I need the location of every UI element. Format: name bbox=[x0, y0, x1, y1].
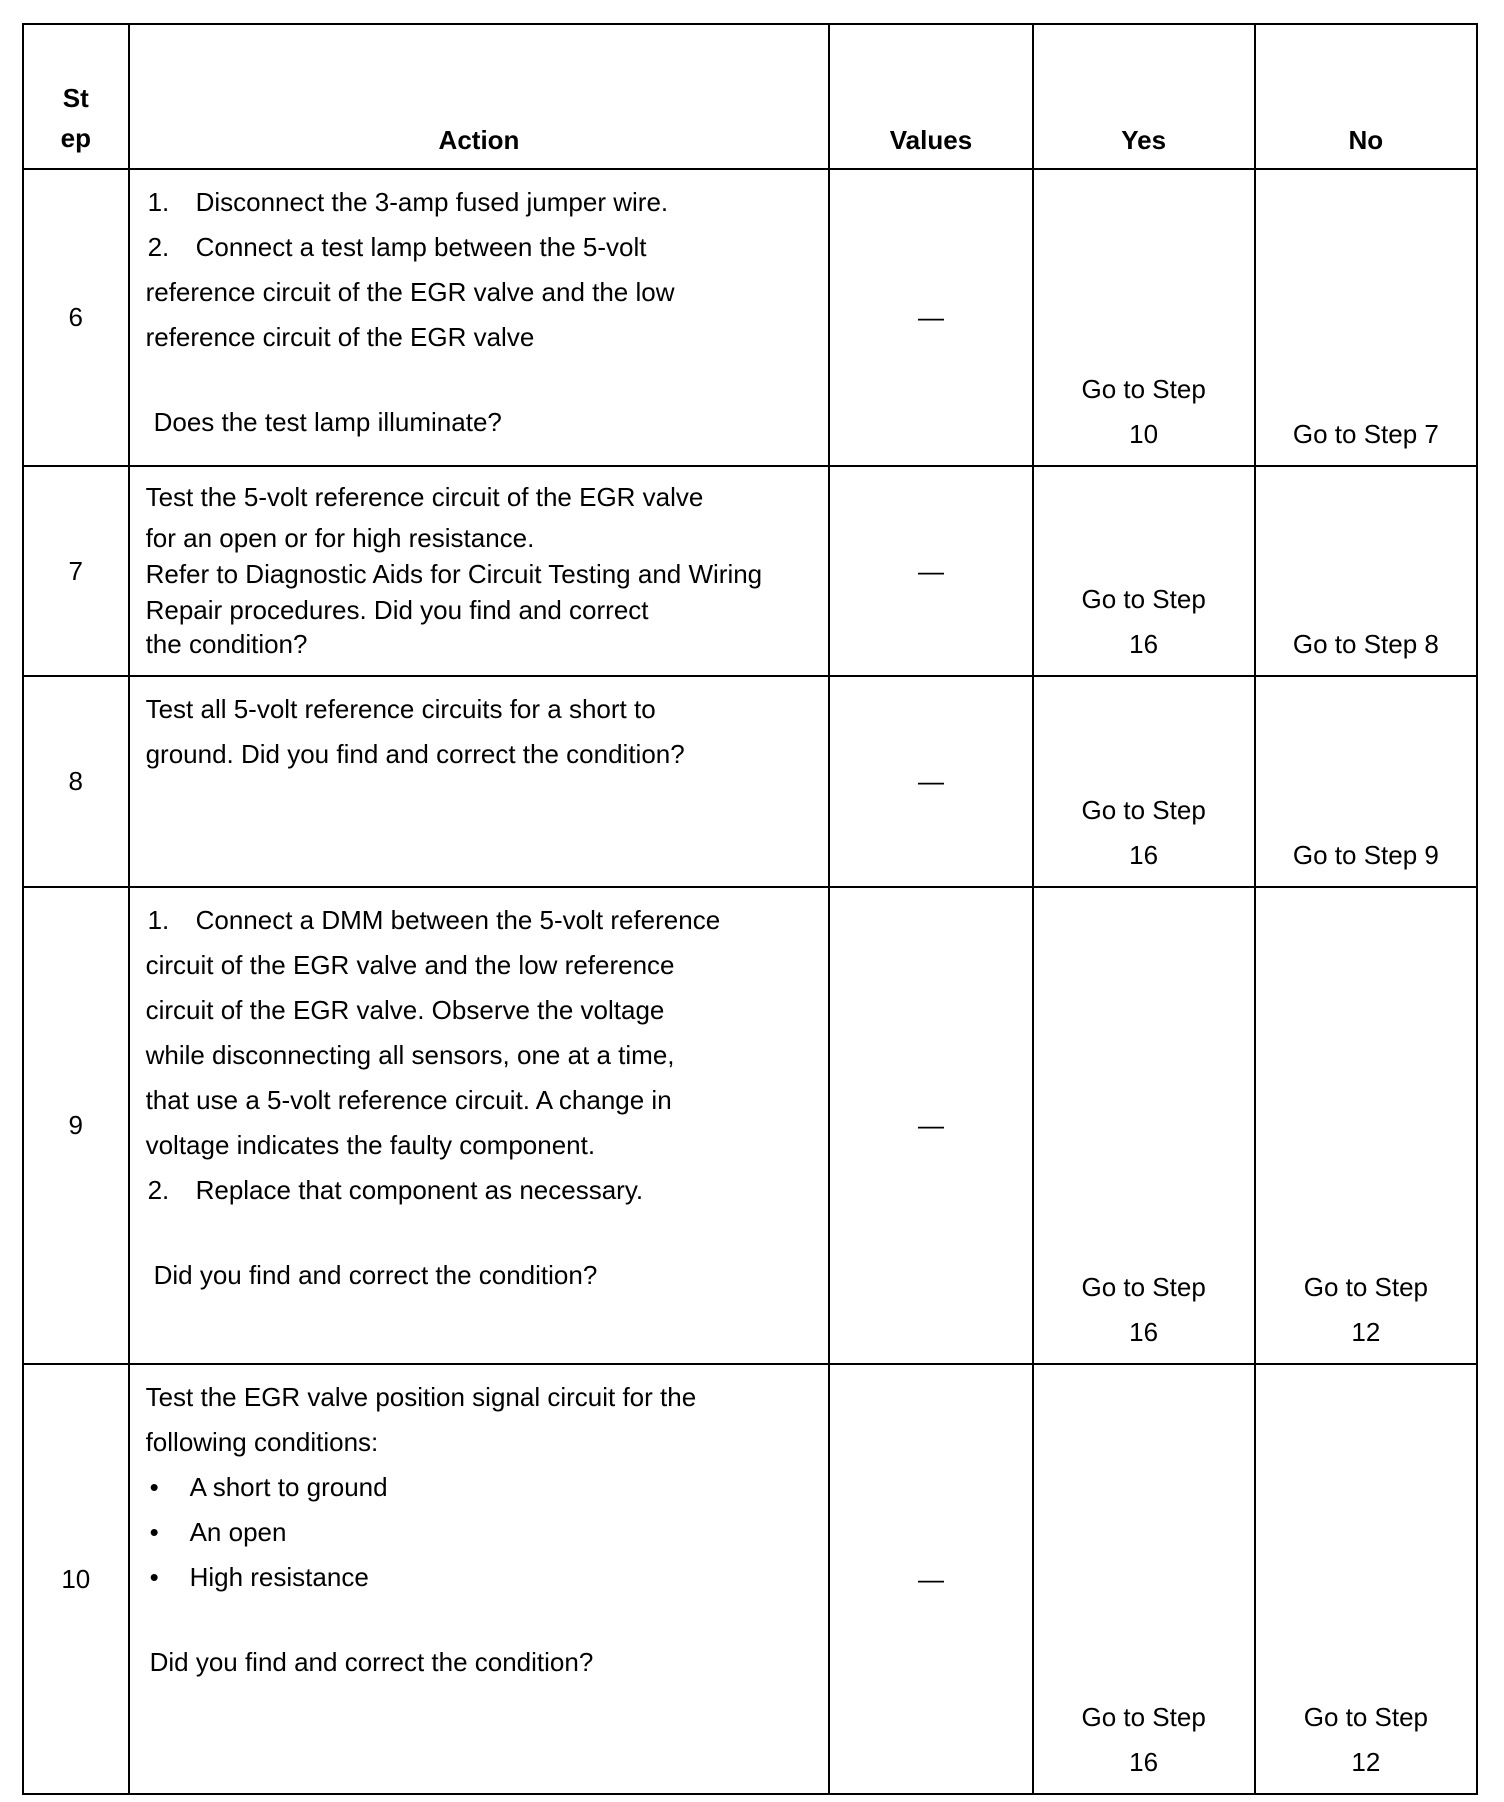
bullet-text: An open bbox=[189, 1517, 287, 1547]
values-cell: — bbox=[829, 169, 1032, 466]
yes-cell bbox=[1033, 676, 1255, 887]
list-number: 2. bbox=[147, 232, 170, 262]
values-cell: — bbox=[829, 887, 1032, 1364]
table-row-step-8 bbox=[23, 676, 1477, 887]
values-cell: — bbox=[829, 1364, 1032, 1794]
action-cell bbox=[129, 169, 830, 466]
action-line bbox=[146, 225, 815, 270]
no-cell: Go to Step 7 bbox=[1255, 169, 1477, 466]
values-cell: — bbox=[829, 466, 1032, 676]
step-number: 6 bbox=[23, 169, 129, 466]
bullet-glyph: • bbox=[149, 1517, 159, 1547]
action-cell bbox=[129, 887, 830, 1364]
action-cell bbox=[129, 466, 830, 676]
action-line bbox=[146, 180, 815, 225]
action-text: circuit of the EGR valve and the low reference bbox=[145, 950, 675, 980]
list-number: 1. bbox=[147, 905, 170, 935]
no-cell: Go to Step 9 bbox=[1255, 676, 1477, 887]
yes-cell bbox=[1033, 169, 1255, 466]
step-number: 7 bbox=[23, 466, 129, 676]
action-text: Replace that component as necessary. bbox=[195, 1175, 644, 1205]
no-cell: Go to Step 8 bbox=[1255, 466, 1477, 676]
table-header-row bbox=[23, 24, 1477, 169]
action-text: Disconnect the 3-amp fused jumper wire. bbox=[195, 187, 669, 217]
action-line bbox=[146, 1168, 815, 1213]
header-step bbox=[23, 24, 129, 169]
step-number: 10 bbox=[23, 1364, 129, 1794]
action-cell bbox=[129, 1364, 830, 1794]
action-text: reference circuit of the EGR valve bbox=[145, 322, 535, 352]
table-row-step-10 bbox=[23, 1364, 1477, 1794]
action-text: the condition? bbox=[145, 629, 308, 659]
list-number: 1. bbox=[147, 187, 170, 217]
values-cell: — bbox=[829, 676, 1032, 887]
yes-result: Go to Step 10 bbox=[1081, 374, 1206, 449]
spacer bbox=[146, 1600, 815, 1640]
table-row-step-7 bbox=[23, 466, 1477, 676]
action-cell bbox=[129, 676, 830, 887]
no-result: Go to Step 12 bbox=[1303, 1272, 1429, 1347]
bullet-item bbox=[146, 1510, 815, 1555]
header-yes: Yes bbox=[1033, 24, 1255, 169]
action-question: Does the test lamp illuminate? bbox=[153, 407, 502, 437]
action-text: Refer to Diagnostic Aids for Circuit Testing and Wiring bbox=[145, 559, 763, 589]
yes-result: Go to Step 16 bbox=[1081, 584, 1206, 659]
no-cell bbox=[1255, 887, 1477, 1364]
action-text: Test the EGR valve position signal circuit for the bbox=[145, 1382, 697, 1412]
action-text: while disconnecting all sensors, one at a time, bbox=[145, 1040, 675, 1070]
header-step-label: St ep bbox=[60, 83, 91, 153]
no-result: Go to Step 12 bbox=[1303, 1702, 1429, 1777]
action-line bbox=[146, 898, 815, 943]
action-question: Did you find and correct the condition? bbox=[149, 1647, 594, 1677]
action-text: Connect a DMM between the 5-volt reference bbox=[195, 905, 721, 935]
spacer bbox=[146, 1213, 815, 1253]
bullet-item bbox=[146, 1555, 815, 1600]
list-number: 2. bbox=[147, 1175, 170, 1205]
action-text: that use a 5-volt reference circuit. A change in bbox=[145, 1085, 672, 1115]
header-no: No bbox=[1255, 24, 1477, 169]
yes-result: Go to Step 16 bbox=[1081, 1272, 1206, 1347]
bullet-text: A short to ground bbox=[189, 1472, 388, 1502]
spacer bbox=[146, 360, 815, 400]
action-text: Test the 5-volt reference circuit of the EGR valve bbox=[145, 482, 704, 512]
yes-cell bbox=[1033, 466, 1255, 676]
bullet-text: High resistance bbox=[189, 1562, 369, 1592]
yes-result: Go to Step 16 bbox=[1081, 1702, 1206, 1777]
yes-result: Go to Step 16 bbox=[1081, 795, 1206, 870]
action-text: following conditions: bbox=[145, 1427, 379, 1457]
yes-cell bbox=[1033, 1364, 1255, 1794]
table-row-step-6 bbox=[23, 169, 1477, 466]
header-values: Values bbox=[829, 24, 1032, 169]
header-action: Action bbox=[129, 24, 830, 169]
action-text: voltage indicates the faulty component. bbox=[145, 1130, 596, 1160]
yes-cell bbox=[1033, 887, 1255, 1364]
bullet-glyph: • bbox=[149, 1562, 159, 1592]
action-text: reference circuit of the EGR valve and the low bbox=[145, 277, 675, 307]
action-text: ground. Did you find and correct the condition? bbox=[145, 739, 685, 769]
action-text: Test all 5-volt reference circuits for a short to bbox=[145, 694, 656, 724]
step-number: 8 bbox=[23, 676, 129, 887]
step-number: 9 bbox=[23, 887, 129, 1364]
diagnostic-table bbox=[22, 23, 1478, 1795]
table-row-step-9 bbox=[23, 887, 1477, 1364]
action-text: for an open or for high resistance. bbox=[145, 523, 535, 553]
action-text: Connect a test lamp between the 5-volt bbox=[195, 232, 647, 262]
action-text: circuit of the EGR valve. Observe the voltage bbox=[145, 995, 665, 1025]
bullet-item bbox=[146, 1465, 815, 1510]
action-question: Did you find and correct the condition? bbox=[153, 1260, 598, 1290]
action-text: Repair procedures. Did you find and correct bbox=[145, 595, 649, 625]
no-cell bbox=[1255, 1364, 1477, 1794]
bullet-glyph: • bbox=[149, 1472, 159, 1502]
